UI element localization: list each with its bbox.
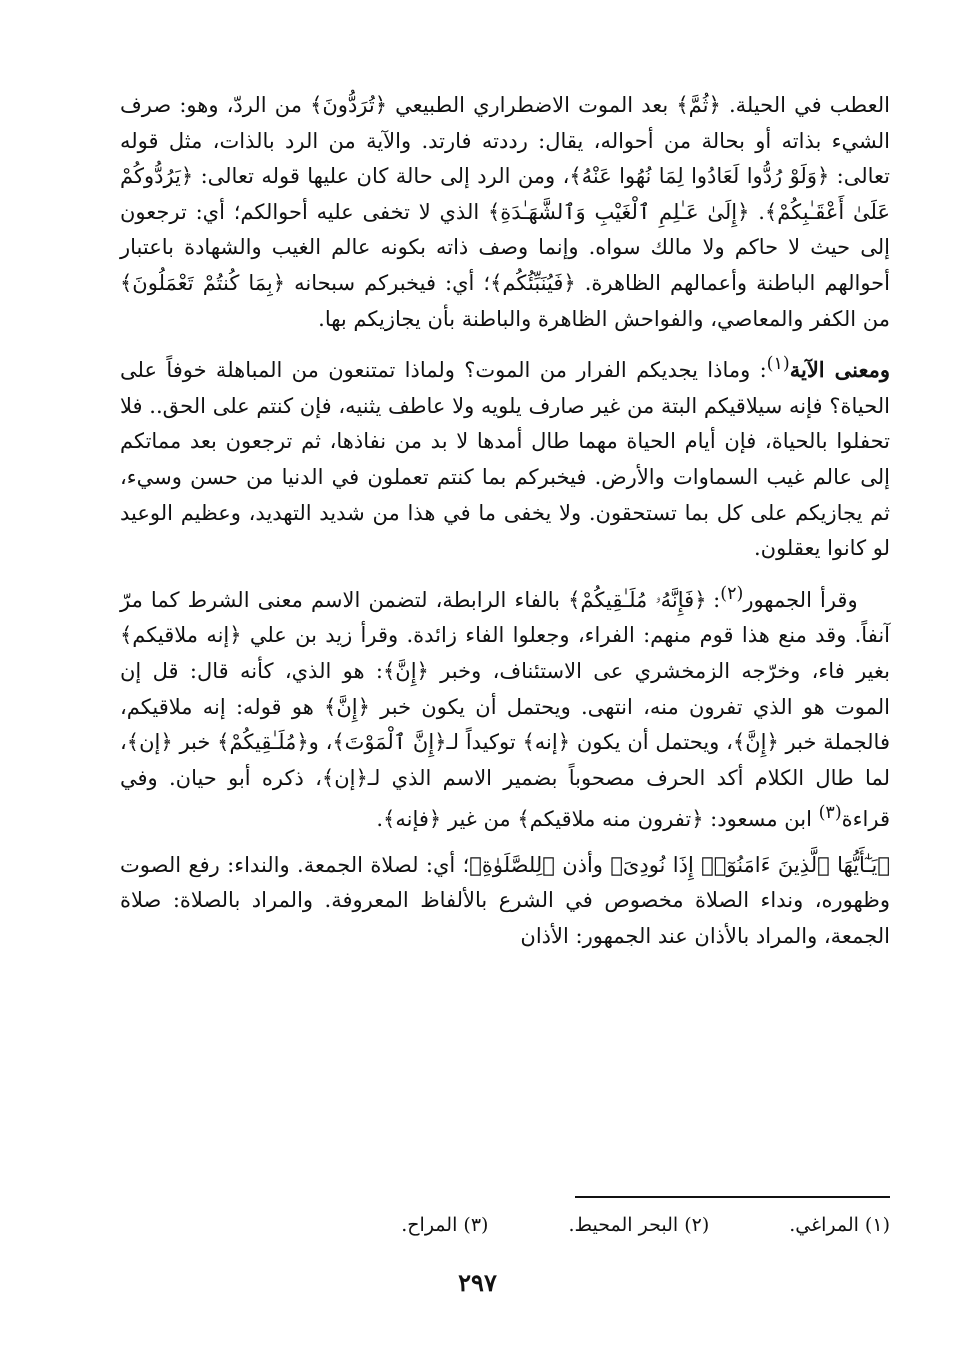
- footnote-ref-1: (١): [766, 354, 790, 375]
- paragraph-2-body: وماذا يجديكم الفرار من الموت؟ ولماذا تمتنعون من المباهلة خوفاً على الحياة؟ فإنه سيلاقيكم البتة من غير صارف يلويه ولا عاطف يثنيه، فإن كنتم على الحق.. فلا تحفلوا بالحياة، فإن أيام الحياة مهما طال أمدها لا بد من نفاذها، ثم ترجعون بعد مماتكم إلى عالم غيب السماوات والأرض. فيخبركم بما كنتم تعملون في الدنيا من حسن وسيء، ثم يجازيكم على كل بما تستحقون. ولا يخفى ما في هذا من شديد التهديد، وعظيم الوعيد لو كانوا يعقلون.: [120, 358, 890, 561]
- footnote-ref-3: (٣): [818, 803, 842, 824]
- footnote-3: (٣) المراح.: [401, 1214, 489, 1236]
- paragraph-4: ﴿يَـٰٓأَيُّهَا ٱلَّذِينَ ءَامَنُوٓا۟ إِذَا نُودِىَ﴾ وأذن ﴿لِلصَّلَوٰةِ﴾؛ أي: لصلاة الجمعة. والنداء: رفع الصوت وظهوره، ونداء الصلاة مخصوص في الشرع بالألفاظ المعروفة. والمراد بالصلاة: صلاة الجمعة، والمراد بالأذان عند الجمهور: الأذان: [120, 852, 890, 949]
- main-text: [120, 88, 890, 965]
- footnote-1: (١) المراغي.: [789, 1214, 890, 1236]
- paragraph-3-body: : ﴿فَإِنَّهُۥ مُلَـٰقِيكُمْ﴾ بالفاء الرابطة، لتضمن الاسم معنى الشرط كما مرّ آنفاً. وقد منع هذا قوم منهم: الفراء، وجعلوا الفاء زائدة. وقرأ زيد بن علي ﴿إنه ملاقيكم﴾ بغير فاء، وخرّجه الزمخشري عى الاستئناف، وخبر ﴿إِنَّ﴾: هو الذي، كأنه قال: قل إن الموت هو الذي تفرون منه، انتهى. ويحتمل أن يكون خبر ﴿إِنَّ﴾ هو قوله: إنه ملاقيكم، فالجملة خبر ﴿إِنَّ﴾، ويحتمل أن يكون ﴿إنه﴾ توكيداً لـ﴿إِنَّ ٱلْمَوْتَ﴾، و﴿مُلَـٰقِيكُمْ﴾ خبر ﴿إن﴾، لما طال الكلام أكد الحرف مصحوباً بضمير الاسم الذي لـ﴿إن﴾، ذكره أبو حيان. وفي قراءة: [120, 587, 890, 832]
- footnote-divider: [575, 1196, 890, 1198]
- paragraph-3-tail: ابن مسعود: ﴿تفرون منه ملاقيكم﴾ من غير ﴿فإنه﴾.: [376, 807, 819, 832]
- paragraph-3: [120, 577, 890, 838]
- paragraph-2-lead: ومعنى الآية: [789, 357, 890, 383]
- paragraph-2: ومعنى الآية$^{(١)}$: وماذا يجديكم الفرار من الموت؟ ولماذا تمتنعون من المباهلة خوفاً على الحياة؟ فإنه سيلاقيكم البتة من غير صارف يلويه ولا عاطف يثنيه، فإن كنتم على الحق.. فلا تحفلوا بالحياة، فإن أيام الحياة مهما طال أمدها لا بد من نفاذها، ثم ترجعون بعد مماتكم إلى عالم غيب السماوات والأرض. فيخبركم بما كنتم تعملون في الدنيا من حسن وسيء، ثم يجازيكم على كل بما تستحقون. ولا يخفى ما في هذا من شديد التهديد، وعظيم الوعيد لو كانوا يعقلون.: [120, 354, 890, 561]
- paragraph-3-lead: وقرأ الجمهور: [743, 587, 858, 612]
- footnotes: [120, 1210, 890, 1240]
- footnote-ref-2: (٢): [720, 583, 744, 604]
- paragraph-1: العطب في الحيلة. ﴿ثُمَّ﴾ بعد الموت الاضطراري الطبيعي ﴿تُرَدُّونَ﴾ من الردّ، وهو: صرف الشيء بذاته أو بحالة من أحواله، يقال: رددته فارتد. والآية من الرد بالذات، مثل قوله تعالى: ﴿وَلَوْ رُدُّوا لَعَادُوا لِمَا نُهُوا عَنْهُ﴾، ومن الرد إلى حالة كان عليها قوله تعالى: ﴿يَرُدُّوكُمْ عَلَىٰ أَعْقَـٰبِكُمْ﴾. ﴿إِلَىٰ عَـٰلِمِ ٱلْغَيْبِ وَٱلشَّهَـٰدَةِ﴾ الذي لا تخفى عليه أحوالكم؛ أي: ترجعون إلى حيث لا حاكم ولا مالك سواه. وإنما وصف ذاته بكونه عالم الغيب والشهادة باعتبار أحوالهم الباطنة وأعمالهم الظاهرة. ﴿فَيُنَبِّئُكُم﴾؛ أي: فيخبركم سبحانه ﴿بِمَا كُنتُمْ تَعْمَلُونَ﴾ من الكفر والمعاصي، والفواحش الظاهرة والباطنة بأن يجازيكم بها.: [120, 93, 890, 331]
- page-number: ٢٩٧: [458, 1268, 497, 1297]
- footnote-2: (٢) البحر المحيط.: [568, 1214, 710, 1236]
